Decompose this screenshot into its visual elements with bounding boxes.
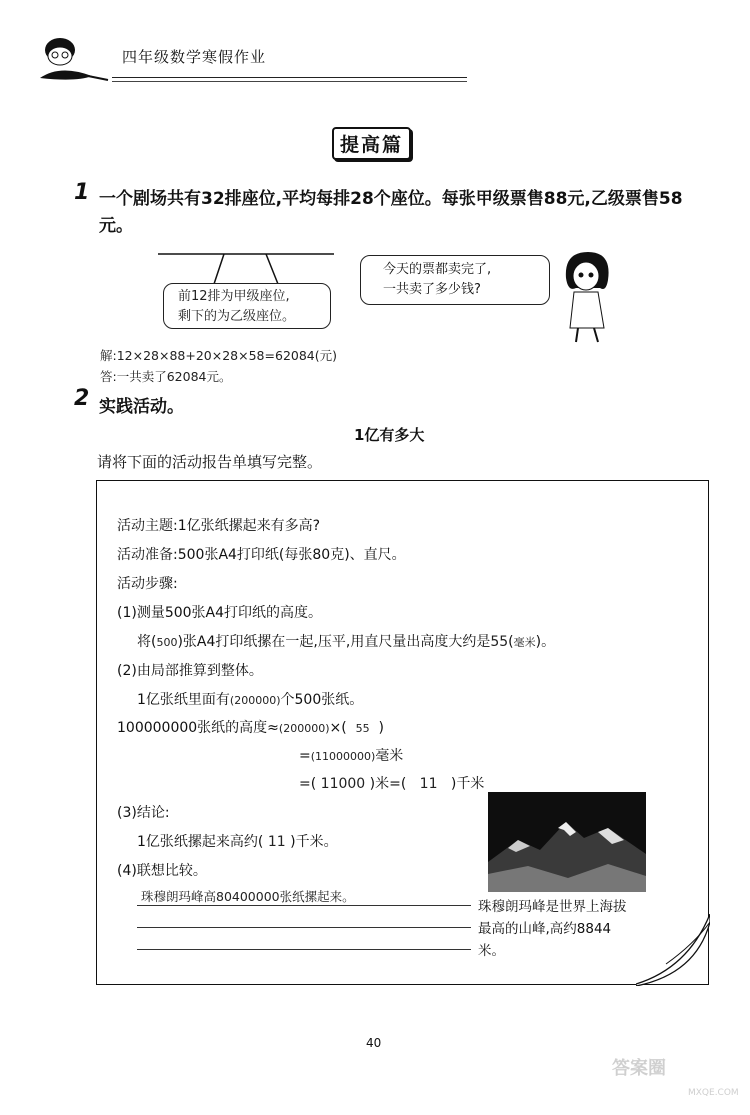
instruction-text: 请将下面的活动报告单填写完整。	[97, 453, 323, 471]
fill-500: 500	[156, 636, 178, 649]
text: 个500张纸。	[280, 692, 364, 708]
speech-bubble-seats	[163, 283, 331, 329]
text: ×(	[329, 720, 347, 736]
fill-unit: 毫米	[513, 636, 536, 649]
text: (	[508, 634, 514, 650]
fill-11000000: (11000000)	[310, 750, 376, 763]
text: )千米	[450, 776, 485, 792]
fill-55: 55	[355, 722, 370, 735]
fill-11: 11	[419, 776, 438, 792]
fill-200000: (200000)	[278, 722, 330, 735]
text: )。	[535, 634, 556, 650]
step-2-line-c	[299, 745, 403, 765]
solution-line: 解:12×28×88+20×28×58=62084(元)	[100, 348, 338, 363]
text: =(	[299, 776, 317, 792]
page-curl	[636, 914, 710, 986]
watermark-logo: 答案圈	[612, 1058, 666, 1079]
answer-rule	[137, 905, 471, 906]
everest-photo	[488, 792, 646, 892]
step-1-title: (1)测量500张A4打印纸的高度。	[117, 605, 323, 621]
text: 1亿张纸摞起来高约(	[137, 834, 264, 850]
step-2-line-b	[117, 717, 384, 737]
speech-bubble-girl	[360, 255, 550, 305]
report-prep: 活动准备:500张A4打印纸(每张80克)、直尺。	[117, 547, 406, 563]
text: 100000000张纸的高度≈	[117, 720, 279, 736]
stage-diagram	[158, 248, 338, 286]
activity-title: 1亿有多大	[354, 426, 425, 444]
bubble-line: 前12排为甲级座位,	[178, 289, 290, 304]
header-rule-secondary	[112, 81, 467, 82]
page-number: 40	[366, 1036, 382, 1050]
text: )千米。	[290, 834, 338, 850]
answer-line: 答:一共卖了62084元。	[100, 369, 232, 384]
text: 毫米	[375, 748, 404, 764]
fill-200000: (200000)	[229, 694, 281, 707]
bubble-line: 一共卖了多少钱?	[383, 282, 481, 297]
text: =	[299, 748, 311, 764]
step-4-answer: 珠穆朗玛峰高80400000张纸摞起来。	[141, 889, 355, 904]
step-3-title: (3)结论:	[117, 805, 170, 821]
section-badge: 提高篇	[332, 127, 411, 160]
fill-11: 11	[267, 834, 286, 850]
fill-55: 55	[490, 634, 509, 650]
bubble-line: 剩下的为乙级座位。	[178, 309, 296, 324]
step-3-line	[137, 831, 338, 851]
step-4-title: (4)联想比较。	[117, 863, 207, 879]
text: )	[378, 720, 384, 736]
step-2-title: (2)由局部推算到整体。	[117, 663, 263, 679]
text: 将(	[137, 634, 157, 650]
question-1-text: 一个剧场共有32排座位,平均每排28个座位。每张甲级票售88元,乙级票售58元。	[99, 189, 683, 236]
step-2-line-d	[299, 773, 484, 793]
answer-rule	[137, 927, 471, 928]
report-theme: 活动主题:1亿张纸摞起来有多高?	[117, 518, 321, 534]
answer-rule	[137, 949, 471, 950]
question-2-text: 实践活动。	[99, 397, 184, 417]
page-header-title: 四年级数学寒假作业	[122, 48, 267, 66]
step-2-line-a	[137, 689, 363, 709]
header-rule	[112, 77, 467, 78]
question-2-number: 2	[74, 386, 90, 411]
fill-11000: 11000	[320, 776, 366, 792]
step-1-line	[137, 631, 555, 651]
question-1-number: 1	[74, 180, 90, 205]
text: )张A4打印纸摞在一起,压平,用直尺量出高度大约是	[177, 634, 491, 650]
text: )米=(	[369, 776, 407, 792]
cartoon-boy-logo	[32, 36, 112, 84]
report-steps-label: 活动步骤:	[117, 576, 178, 592]
watermark-url: MXQE.COM	[688, 1088, 739, 1098]
girl-illustration	[556, 248, 620, 344]
text: 1亿张纸里面有	[137, 692, 230, 708]
bubble-line: 今天的票都卖完了,	[383, 262, 492, 277]
everest-caption: 珠穆朗玛峰是世界上海拔最高的山峰,高约8844米。	[478, 899, 627, 959]
